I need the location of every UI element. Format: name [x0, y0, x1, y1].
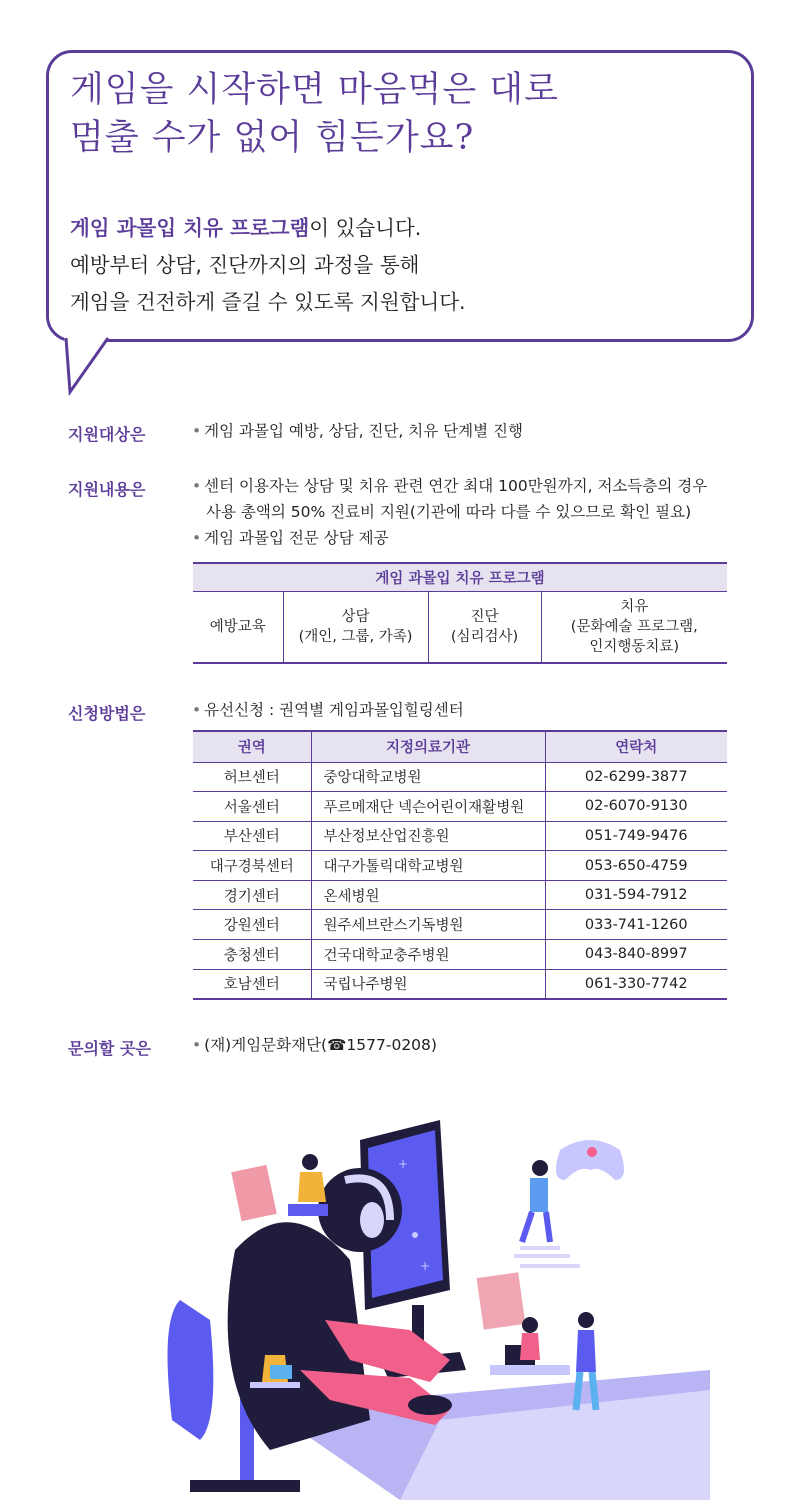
region-cell: 충청센터	[193, 940, 311, 970]
phone-cell: 061-330-7742	[545, 969, 727, 999]
hospital-cell: 중앙대학교병원	[311, 762, 545, 792]
table-row	[193, 762, 727, 792]
gaming-illustration	[150, 1120, 710, 1500]
headline-line-2: 멈출 수가 없어 힘든가요?	[70, 118, 475, 158]
intro-line-1-rest: 이 있습니다.	[309, 216, 422, 240]
svg-text:+: +	[398, 1157, 409, 1171]
support-target-item	[192, 418, 742, 444]
hospital-cell: 푸르메재단 넥슨어린이재활병원	[311, 792, 545, 822]
bullet-dot: •	[192, 477, 202, 495]
support-content-items	[192, 473, 742, 551]
support-content-label: 지원내용은	[68, 480, 146, 499]
region-cell: 허브센터	[193, 762, 311, 792]
hospital-cell: 온세병원	[311, 880, 545, 910]
contact-text: (재)게임문화재단(☎1577-0208)	[204, 1036, 437, 1054]
small-figure-top	[288, 1154, 328, 1216]
support-content-item-2: 게임 과몰입 전문 상담 제공	[204, 529, 389, 547]
hospital-cell: 건국대학교충주병원	[311, 940, 545, 970]
hospital-cell: 부산정보산업진흥원	[311, 821, 545, 851]
apply-item	[192, 697, 742, 723]
phone-cell: 02-6299-3877	[545, 762, 727, 792]
contact-item	[192, 1032, 742, 1058]
apply-label: 신청방법은	[68, 704, 146, 723]
wall-picture-right	[477, 1272, 526, 1329]
program-cell-counseling	[283, 591, 428, 663]
support-target-text: 게임 과몰입 예방, 상담, 진단, 치유 단계별 진행	[204, 422, 523, 440]
program-cell-diagnosis	[428, 591, 541, 663]
program-cell-text: 상담	[341, 608, 370, 625]
phone-cell: 051-749-9476	[545, 821, 727, 851]
program-highlight: 게임 과몰입 치유 프로그램	[70, 216, 310, 240]
program-table	[193, 562, 727, 664]
bullet-dot: •	[192, 701, 202, 719]
speech-bubble-tail	[62, 336, 112, 396]
program-cell-subtext: (개인, 그룹, 가족)	[298, 628, 413, 645]
region-cell: 경기센터	[193, 880, 311, 910]
contact-label: 문의할 곳은	[68, 1039, 151, 1058]
region-cell: 서울센터	[193, 792, 311, 822]
program-cell-text: 치유	[620, 598, 649, 615]
region-cell: 강원센터	[193, 910, 311, 940]
phone-cell: 033-741-1260	[545, 910, 727, 940]
bullet-dot: •	[192, 1036, 202, 1054]
program-table-title: 게임 과몰입 치유 프로그램	[193, 563, 727, 591]
support-target-label: 지원대상은	[68, 425, 146, 444]
intro-line-3: 게임을 건전하게 즐길 수 있도록 지원합니다.	[70, 290, 466, 314]
phone-cell: 031-594-7912	[545, 880, 727, 910]
headline	[70, 66, 730, 162]
hospital-cell: 원주세브란스기독병원	[311, 910, 545, 940]
intro-text	[70, 210, 730, 321]
program-cell-subtext: 인지행동치료)	[589, 638, 680, 655]
table-row	[193, 940, 727, 970]
bullet-dot: •	[192, 422, 202, 440]
program-cell-prevention	[193, 591, 283, 663]
phone-cell: 02-6070-9130	[545, 792, 727, 822]
program-cell-treatment	[541, 591, 727, 663]
program-cell-text: 진단	[470, 608, 499, 625]
intro-line-2: 예방부터 상담, 진단까지의 과정을 통해	[70, 253, 420, 277]
phone-cell: 043-840-8997	[545, 940, 727, 970]
svg-text:+: +	[420, 1259, 431, 1273]
column-header-contact: 연락처	[545, 731, 727, 762]
program-cell-subtext: (문화예술 프로그램,	[570, 618, 698, 635]
support-content-item-1-line-1: 센터 이용자는 상담 및 치유 관련 연간 최대 100만원까지, 저소득층의 경우	[204, 477, 708, 495]
table-row	[193, 851, 727, 881]
column-header-region: 권역	[193, 731, 311, 762]
gamepad-illustration	[556, 1140, 624, 1180]
table-row	[193, 880, 727, 910]
small-figure-gamepad	[514, 1160, 580, 1266]
table-row	[193, 821, 727, 851]
support-content-item-1-line-2: 사용 총액의 50% 진료비 지원(기관에 따라 다를 수 있으므로 확인 필요)	[206, 503, 692, 521]
apply-text: 유선신청 : 권역별 게임과몰입힐링센터	[204, 701, 464, 719]
table-row	[193, 792, 727, 822]
column-header-hospital: 지정의료기관	[311, 731, 545, 762]
headline-line-1: 게임을 시작하면 마음먹은 대로	[70, 70, 559, 110]
hospital-cell: 국립나주병원	[311, 969, 545, 999]
region-cell: 대구경북센터	[193, 851, 311, 881]
centers-table	[193, 730, 727, 1000]
phone-cell: 053-650-4759	[545, 851, 727, 881]
program-cell-text: 예방교육	[209, 618, 266, 635]
bullet-dot: •	[192, 529, 202, 547]
table-row	[193, 969, 727, 999]
hospital-cell: 대구가톨릭대학교병원	[311, 851, 545, 881]
table-row	[193, 910, 727, 940]
wall-picture-left	[231, 1165, 277, 1221]
region-cell: 부산센터	[193, 821, 311, 851]
program-cell-subtext: (심리검사)	[450, 628, 519, 645]
region-cell: 호남센터	[193, 969, 311, 999]
